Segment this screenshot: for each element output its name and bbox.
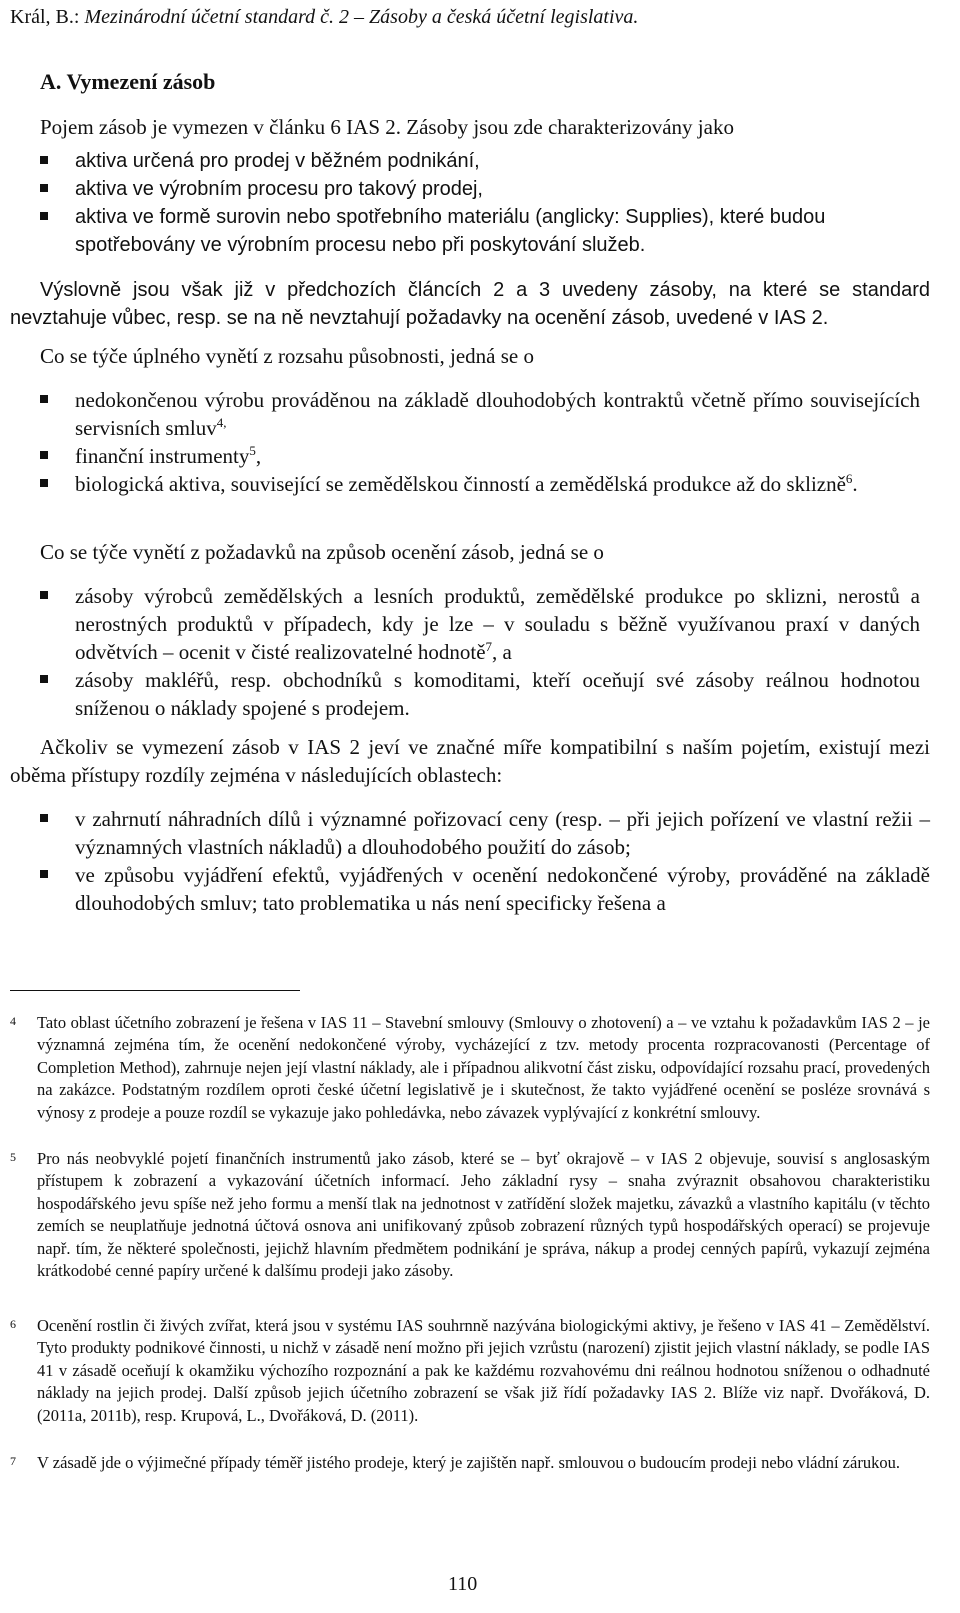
footnote-text: Ocenění rostlin či živých zvířat, která jsou v systému IAS souhrnně nazývána biologickými aktivy, je řešeno v IAS 41 – Zemědělství. Tyto produkty podnikové činnosti, u nichž v zásadě není možno při jejich vzrůstu (narození) zjistit jejich vlastní náklady, se podle IAS 41 v zásadě oceňují k okamžiku výchozího rozpoznání a pak ke každému rozvahovému dni reálnou hodnotou sníženou o odhadnuté náklady na jejich prodej. Další způsob jejich účetního zobrazení se však již řídí požadavky IAS 2. Blíže viz např. Dvořáková, D. (2011a, 2011b), resp. Krupová, L., Dvořáková, D. (2011). [37,1316,930,1425]
compat-paragraph: Ačkoliv se vymezení zásob v IAS 2 jeví ve značné míře kompatibilní s naším pojetím, existují mezi oběma přístupy rozdíly zejména v následujících oblastech: [10,735,930,787]
bullet-square-icon [40,156,48,164]
footnote-ref[interactable]: 6 [845,471,853,486]
footnote [10,1148,930,1282]
running-header [10,4,638,30]
footnote-divider [10,990,300,991]
footnote-text: Tato oblast účetního zobrazení je řešena v IAS 11 – Stavební smlouvy (Smlouvy o zhotovení) a – ve vztahu k požadavkům IAS 2 – je významná zejména tím, že ocenění nedokončené výroby, vycházející z tzv. metody procenta rozpracovanosti (Percentage of Completion Method), zahrnuje nejen její vlastní náklady, ale i případnou alikvotní část zisku, odpovídající rozsahu prací, provedených na zakázce. Podstatným rozdílem oproti české účetní legislativě je i skutečnost, že takto vyjádřené ocenění se posléze srovnává s výnosy z prodeje a pouze rozdíl se vykazuje jako pohledávka, nebo závazek vyplývající z konkrétní smlouvy. [37,1013,930,1122]
page-number: 110 [448,1573,478,1595]
section-title: A. Vymezení zásob [40,69,216,94]
definition-block [40,113,920,259]
list-item-end: , [255,444,262,468]
header-author: Král, B.: [10,6,80,28]
list-item-text: v zahrnutí náhradních dílů i významné pořizovací ceny (resp. – při jejich pořízení ve vlastní režii – významných vlastních nákladů) a dlouhodobého použití do zásob; [75,807,930,859]
bullet-square-icon [40,591,48,599]
list-item-end: , a [492,640,512,664]
footnote-number: 6 [10,1317,16,1331]
bullet-square-icon [40,814,48,822]
definition-list [40,147,920,259]
bullet-square-icon [40,451,48,459]
list-item [40,805,930,861]
valuation-intro: Co se týče vynětí z požadavků na způsob ocenění zásob, jedná se o [40,540,604,564]
scope-list [40,386,920,498]
footnote-text: Pro nás neobvyklé pojetí finančních instrumentů jako zásob, které se – byť okrajově – v IAS 2 objevuje, souvisí s anglosaským přístupem k zobrazení a vykazování účetních informací. Jeho základní rysy – snaha zvýraznit obsahovou charakteristiku hospodářského jevu spíše než jeho formu a menší tlak na jednotnost v zatřídění složek majetku, závazků a vlastního kapitálu (v těchto zemích se neuplatňuje jednotná účtová osnova ani unifikovaný způsob zobrazení různých typů hospodářských operací) se projevuje např. tím, že některé společnosti, jejichž hlavním předmětem podnikání je správa, nákup a prodej cenných papírů, vykazují zejména krátkodobé cenné papíry určené k dalšímu prodeji jako zásoby. [37,1149,930,1281]
list-item [40,147,920,175]
list-item [40,442,920,470]
footnote-number: 4 [10,1014,16,1028]
footnote-ref[interactable]: 4, [216,415,227,430]
bullet-square-icon [40,395,48,403]
list-item [40,470,920,498]
footnote [10,1315,930,1427]
list-item [40,386,920,442]
excluded-paragraph: Výslovně jsou však již v předchozích článcích 2 a 3 uvedeny zásoby, na které se standard nevztahuje vůbec, resp. se na ně nevztahují požadavky na ocenění zásob, uvedené v IAS 2. [10,279,930,329]
bullet-square-icon [40,479,48,487]
compat-block [10,733,930,917]
intro-paragraph: Pojem zásob je vymezen v článku 6 IAS 2. Zásoby jsou zde charakterizovány jako [40,115,734,139]
footnote [10,1452,930,1474]
footnote-ref[interactable]: 7 [485,639,493,654]
list-item-end: . [852,472,858,496]
compat-list [10,805,930,917]
list-item [40,582,920,666]
list-item-text: aktiva ve výrobním procesu pro takový prodej, [75,178,483,200]
valuation-block [40,538,920,722]
list-item-text: nedokončenou výrobu prováděnou na základě dlouhodobých kontraktů včetně přímo souvisejících servisních smluv [75,388,920,440]
excluded-block [10,276,930,332]
scope-intro: Co se týče úplného vynětí z rozsahu působnosti, jedná se o [40,344,534,368]
bullet-square-icon [40,870,48,878]
scope-block [40,342,920,498]
header-title: Mezinárodní účetní standard č. 2 – Zásoby a česká účetní legislativa. [84,6,639,28]
list-item [40,175,920,203]
list-item [40,861,930,917]
list-item-text: finanční instrumenty [75,444,250,468]
list-item [40,666,920,722]
list-item-text: zásoby makléřů, resp. obchodníků s komoditami, kteří oceňují své zásoby reálnou hodnotou sníženou o náklady spojené s prodejem. [75,668,920,720]
footnote-number: 7 [10,1454,16,1468]
list-item-text: aktiva ve formě surovin nebo spotřebního materiálu (anglicky: Supplies), které budou spotřebovány ve výrobním procesu nebo při poskytování služeb. [75,206,826,256]
footnote-number: 5 [10,1150,16,1164]
list-item-text: biologická aktiva, související se zemědělskou činností a zemědělská produkce až do sklizně [75,472,846,496]
list-item [40,203,920,259]
list-item-text: zásoby výrobců zemědělských a lesních produktů, zemědělské produkce po sklizni, nerostů a nerostných produktů v případech, kdy je lze – v souladu s běžně využívanou praxí v daných odvětvích – ocenit v čisté realizovatelné hodnotě [75,584,920,664]
list-item-text: ve způsobu vyjádření efektů, vyjádřených v ocenění nedokončené výroby, prováděné na základě dlouhodobých smluv; tato problematika u nás není specificky řešena a [75,863,930,915]
footnote [10,1012,930,1124]
bullet-square-icon [40,184,48,192]
valuation-list [40,582,920,722]
footnote-text: V zásadě jde o výjimečné případy téměř jistého prodeje, který je zajištěn např. smlouvou o budoucím prodeji nebo vládní zárukou. [37,1453,900,1472]
bullet-square-icon [40,212,48,220]
list-item-text: aktiva určená pro prodej v běžném podnikání, [75,150,480,172]
footnote-ref[interactable]: 5 [249,443,256,458]
bullet-square-icon [40,675,48,683]
